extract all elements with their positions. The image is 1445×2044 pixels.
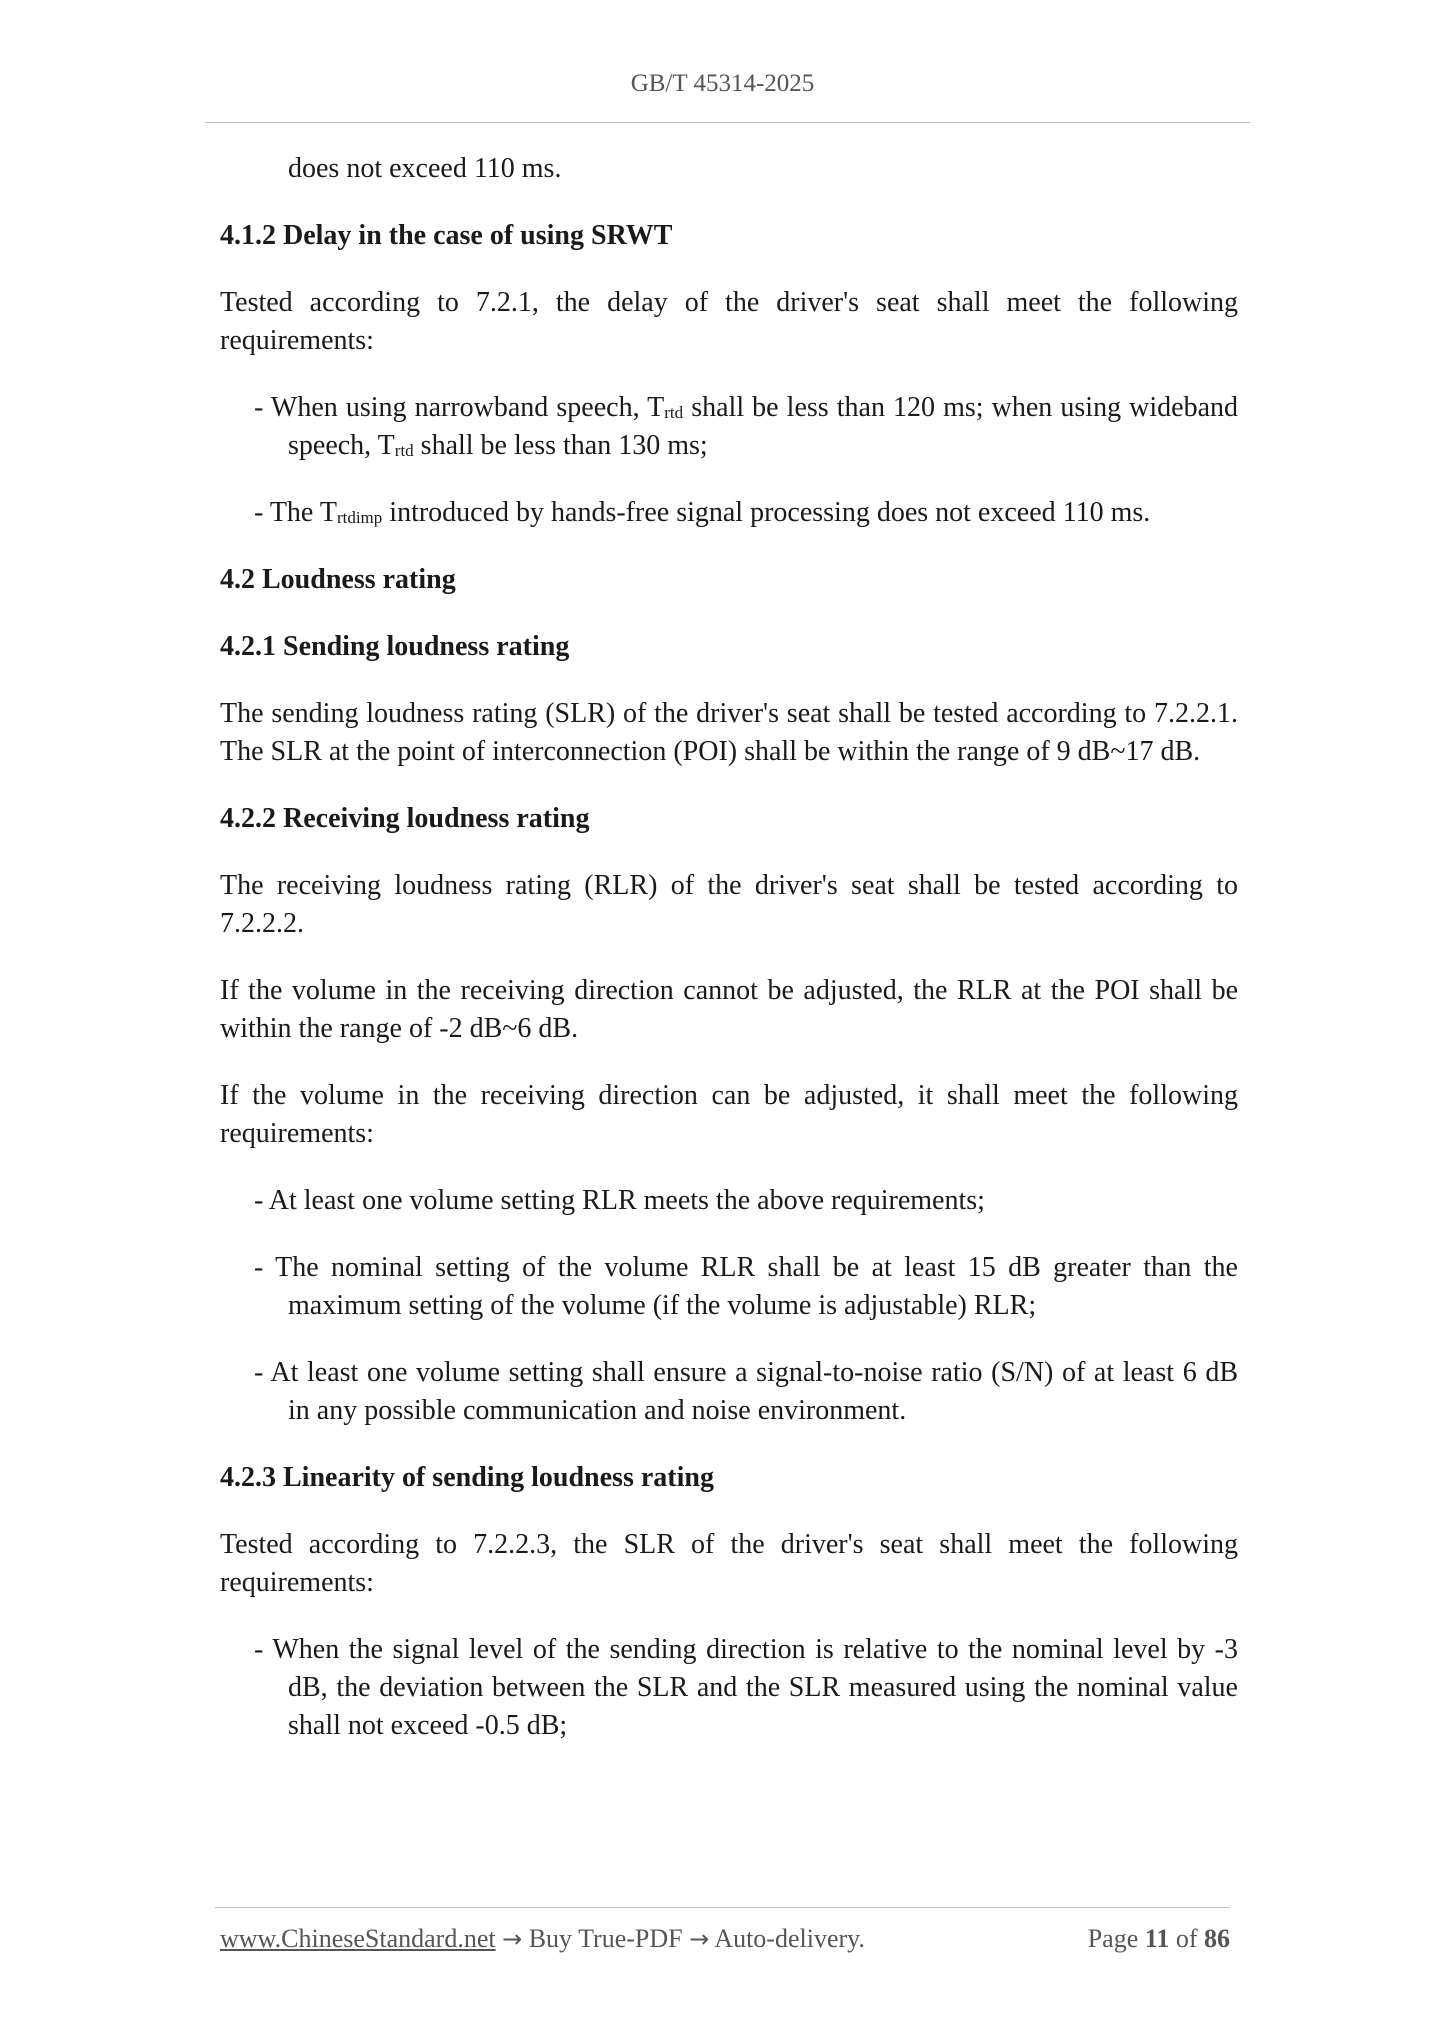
page-indicator bbox=[1088, 1924, 1230, 1954]
arrow-right-icon: → bbox=[502, 1925, 523, 1953]
section-4-2-1-heading: 4.2.1 Sending loudness rating bbox=[220, 631, 570, 662]
section-4-1-2-heading: 4.1.2 Delay in the case of using SRWT bbox=[220, 220, 673, 251]
page-content bbox=[220, 150, 1238, 1774]
document-id-header: GB/T 45314-2025 bbox=[630, 70, 815, 97]
section-4-2-2-heading: 4.2.2 Receiving loudness rating bbox=[220, 803, 590, 834]
header-divider bbox=[205, 122, 1250, 123]
of-label: of bbox=[1175, 1924, 1198, 1953]
page-label: Page bbox=[1087, 1924, 1139, 1953]
list-item: - At least one volume setting shall ensure a signal-to-noise ratio (S/N) of at least 6 dB in any possible communication and noise environment. bbox=[254, 1357, 1238, 1426]
list-item: - The $T_{rtdimp}$ introduced by hands-free signal processing does not exceed 110 ms. bbox=[254, 497, 1151, 528]
list-item: - When the signal level of the sending direction is relative to the nominal level by -3 dB, the deviation between the SLR and the SLR measured using the nominal value shall not exceed -0.5 dB; bbox=[254, 1634, 1238, 1741]
section-4-2-1-text: The sending loudness rating (SLR) of the driver's seat shall be tested according to 7.2.2.1. The SLR at the point of interconnection (POI) shall be within the range of 9 dB~17 dB. bbox=[220, 698, 1238, 767]
list-item: - When using narrowband speech, $T_{rtd}$ shall be less than 120 ms; when using wideband speech, $T_{rtd}$ shall be less than 130 ms; bbox=[254, 392, 1238, 461]
list-item: - At least one volume setting RLR meets the above requirements; bbox=[254, 1185, 985, 1216]
auto-delivery-text: Auto-delivery. bbox=[714, 1924, 865, 1953]
section-4-2-heading: 4.2 Loudness rating bbox=[220, 564, 456, 595]
footer-divider bbox=[215, 1907, 1230, 1908]
section-4-2-3-heading: 4.2.3 Linearity of sending loudness rating bbox=[220, 1462, 714, 1493]
section-4-1-2-intro: Tested according to 7.2.1, the delay of the driver's seat shall meet the following requirements: bbox=[220, 287, 1238, 356]
current-page-number: 11 bbox=[1144, 1924, 1170, 1953]
site-link[interactable]: www.ChineseStandard.net bbox=[220, 1924, 496, 1953]
continued-text: does not exceed 110 ms. bbox=[288, 153, 562, 184]
buy-true-pdf-text: Buy True-PDF bbox=[528, 1924, 683, 1953]
section-4-2-3-intro: Tested according to 7.2.2.3, the SLR of the driver's seat shall meet the following requirements: bbox=[220, 1529, 1238, 1598]
total-pages-number: 86 bbox=[1204, 1924, 1230, 1953]
arrow-right-icon: → bbox=[689, 1925, 710, 1953]
list-item: - The nominal setting of the volume RLR shall be at least 15 dB greater than the maximum setting of the volume (if the volume is adjustable) RLR; bbox=[254, 1252, 1238, 1321]
section-4-2-2-paragraph: If the volume in the receiving direction can be adjusted, it shall meet the following requirements: bbox=[220, 1080, 1238, 1149]
section-4-2-2-paragraph: If the volume in the receiving direction cannot be adjusted, the RLR at the POI shall be within the range of -2 dB~6 dB. bbox=[220, 975, 1238, 1044]
footer-promo bbox=[220, 1924, 865, 1954]
section-4-2-2-paragraph: The receiving loudness rating (RLR) of the driver's seat shall be tested according to 7.2.2.2. bbox=[220, 870, 1238, 939]
